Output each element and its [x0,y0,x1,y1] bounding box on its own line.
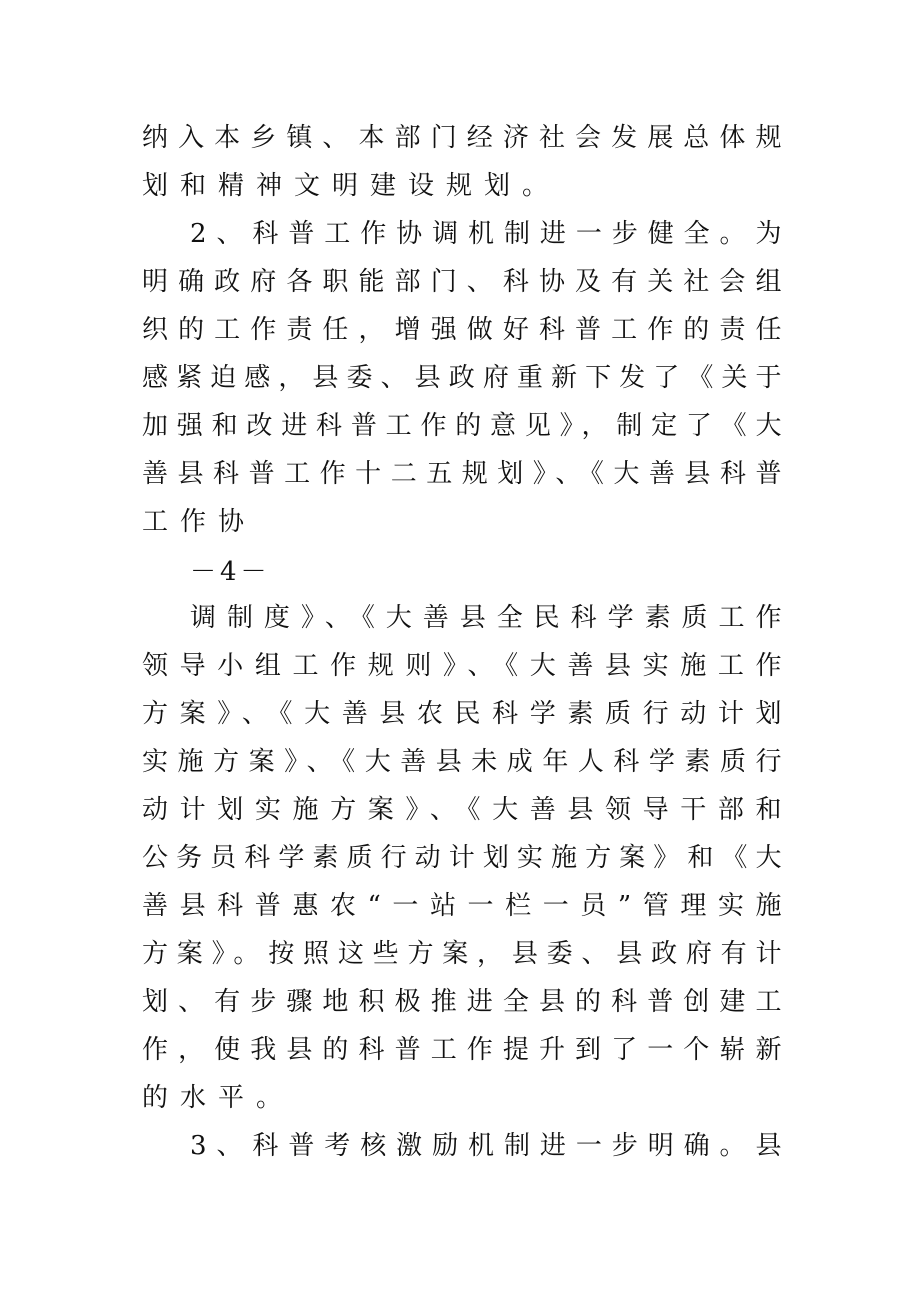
page-number: －4－ [190,557,271,587]
text-line: 方案》、《大善县农民科学素质行动计划 [142,699,782,729]
text-line: 加强和改进科普工作的意见》，制定了《大 [142,411,782,441]
text-line: 织的工作责任，增强做好科普工作的责任 [142,315,782,345]
text-line: 动计划实施方案》、《大善县领导干部和 [142,795,782,825]
text-line: 方案》。按照这些方案，县委、县政府有计 [142,939,782,969]
text-line: 工作协 [142,507,257,537]
text-line: 划、有步骤地积极推进全县的科普创建工 [142,987,782,1017]
paragraph-heading-line: 3、科普考核激励机制进一步明确。县 [190,1131,782,1161]
text-line: 实施方案》、《大善县未成年人科学素质行 [142,747,782,777]
text-line: 感紧迫感，县委、县政府重新下发了《关于 [142,363,782,393]
text-line: 明确政府各职能部门、科协及有关社会组 [142,267,782,297]
text-line: 划和精神文明建设规划。 [142,171,561,201]
text-line: 领导小组工作规则》、《大善县实施工作 [142,651,782,681]
text-line: 善县科普惠农“一站一栏一员”管理实施 [142,891,782,921]
text-line: 公务员科学素质行动计划实施方案》和《大 [142,843,782,873]
text-line: 调制度》、《大善县全民科学素质工作 [190,603,782,633]
text-line: 善县科普工作十二五规划》、《大善县科普 [142,459,782,489]
paragraph-heading-line: 2、科普工作协调机制进一步健全。为 [190,219,782,249]
text-line: 作，使我县的科普工作提升到了一个崭新 [142,1035,782,1065]
text-line: 的水平。 [142,1083,295,1113]
text-line: 纳入本乡镇、本部门经济社会发展总体规 [142,123,782,153]
